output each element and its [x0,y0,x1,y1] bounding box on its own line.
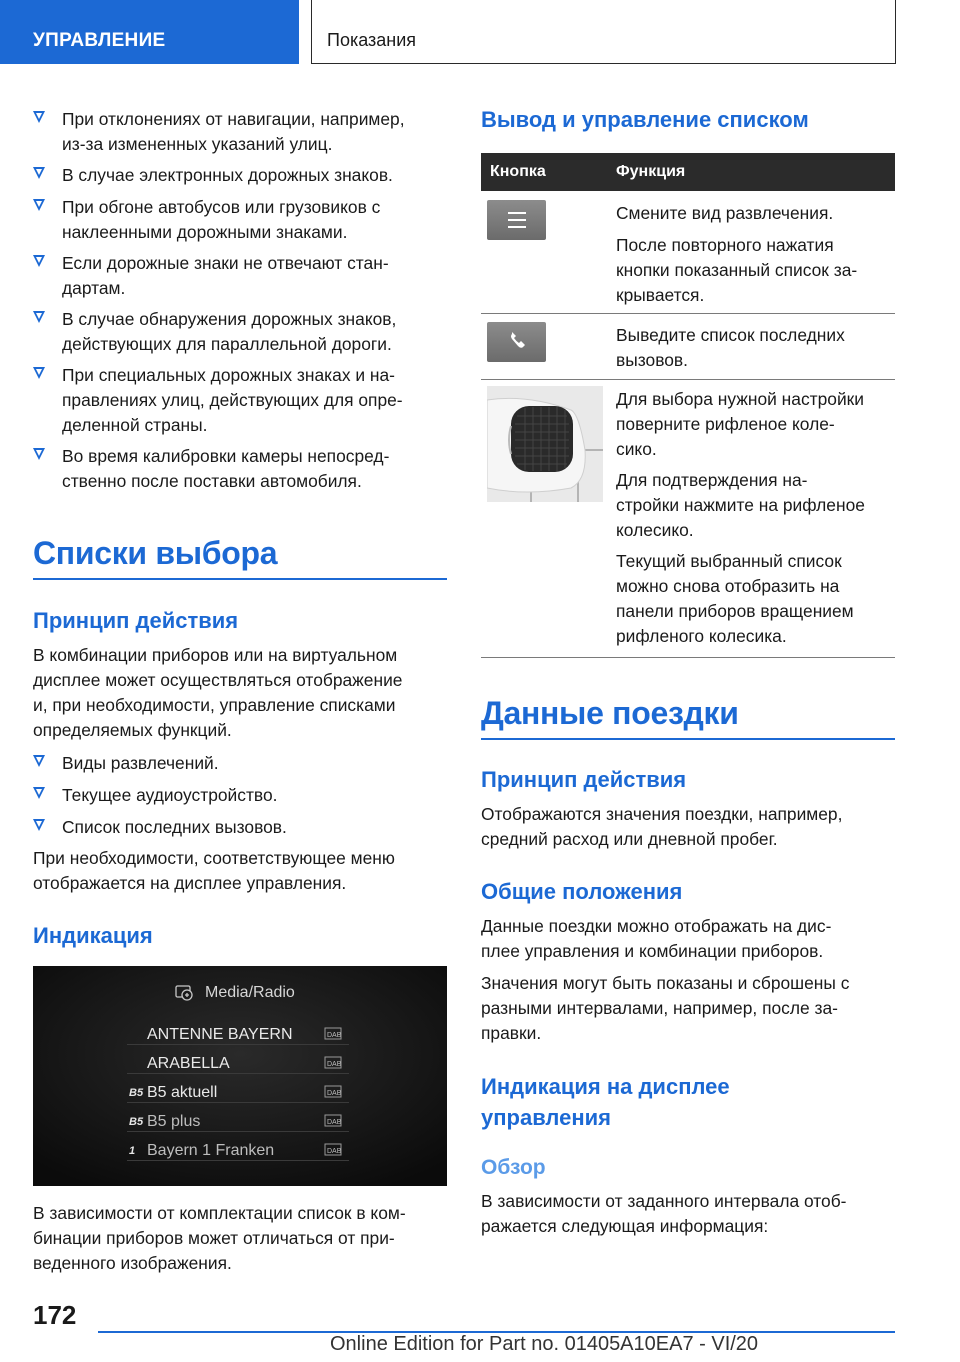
station-name: Bayern 1 Franken [147,1142,275,1159]
section-title: УПРАВЛЕНИЕ [33,30,166,51]
heading-principle: Принцип действия [33,608,239,633]
triangle-bullet-icon [33,111,45,123]
triangle-bullet-icon [33,199,45,211]
heading-trip-data: Данные поездки [481,695,739,731]
station-logo: B5 [129,1087,144,1099]
heading-list-output: Вывод и управление списком [481,107,809,132]
phone-icon [487,322,546,362]
dab-badge-label: DAB [327,1148,342,1155]
table-cell-function: Выведите список последних вызовов. [616,325,845,370]
chapter-title: Показания [327,30,417,50]
screen-title: Media/Radio [205,984,295,1001]
bullet-item: При обгоне автобусов или грузовиков с наклеенными дорожными знаками. [33,195,447,245]
edition-note: Online Edition for Part no. 01405A10EA7 - VI/20 [330,1333,759,1355]
table-cell-function: Для выбора нужной настройки поверните рифленое коле- сико. [616,389,864,459]
dab-badge-label: DAB [327,1090,342,1097]
heading-general: Общие положения [481,879,683,904]
table-cell-function: Для подтверждения на- стройки нажмите на рифленое колесико. [616,470,865,540]
screen-caption: В зависимости от комплектации список в ком- бинации приборов может отличаться от при- веденного изображения. [33,1203,406,1273]
overview-paragraph: В зависимости от заданного интервала отоб- ражается следующая информация: [481,1191,847,1236]
trip-principle-paragraph: Отображаются значения поездки, например, средний расход или дневной пробег. [481,804,843,849]
table-row-divider [481,657,895,658]
list-button-image [487,200,546,240]
heading-rule [33,578,447,580]
column-header-function: Функция [616,163,686,180]
station-logo: B5 [129,1116,144,1128]
heading-control-display: Индикация на дисплее управления [481,1074,730,1130]
station-name: B5 aktuell [147,1084,218,1101]
triangle-bullet-icon [33,755,45,767]
page-number: 172 [33,1300,77,1330]
triangle-bullet-icon [33,448,45,460]
media-list-screen [33,966,447,1186]
cluster-screen-image [33,966,447,1186]
dab-badge-label: DAB [327,1032,342,1039]
dab-badge-label: DAB [327,1119,342,1126]
station-logo: 1 [129,1145,136,1157]
dab-badge-label: DAB [327,1061,342,1068]
bullet-item: В случае электронных дорожных знаков. [33,163,447,188]
thumbwheel-icon [487,386,603,502]
bullet-item: Если дорожные знаки не отвечают стан- дартам. [33,251,447,301]
heading-selection-lists: Списки выбора [33,535,278,571]
station-name: B5 plus [147,1113,201,1130]
heading-rule [481,738,895,740]
table-row-divider [481,379,895,380]
table-cell-function: Смените вид развлечения. [616,203,834,223]
triangle-bullet-icon [33,311,45,323]
table-header [481,153,895,191]
heading-display: Индикация [33,923,153,948]
station-name: ARABELLA [147,1055,230,1072]
thumbwheel-image [487,386,603,502]
triangle-bullet-icon [33,367,45,379]
heading-principle: Принцип действия [481,767,687,792]
column-header-button: Кнопка [490,163,546,180]
bullet-item: Текущее аудиоустройство. [33,783,447,808]
bullet-item: При специальных дорожных знаках и на- правлениях улиц, действующих для опре- деленной страны. [33,363,447,438]
phone-button-image [487,322,546,362]
general-paragraph: Значения могут быть показаны и сброшены с разными интервалами, например, после за- правки. [481,973,850,1043]
list-icon [487,200,546,240]
bullet-item: В случае обнаружения дорожных знаков, действующих для параллельной дороги. [33,307,447,357]
bullet-item: Во время калибровки камеры непосред- ственно после поставки автомобиля. [33,444,447,494]
section-tab [0,0,299,64]
table-cell-function: После повторного нажатия кнопки показанный список за- крывается. [616,235,858,305]
bullet-item: Виды развлечений. [33,751,447,776]
triangle-bullet-icon [33,255,45,267]
chapter-tab [311,0,896,64]
table-cell-function: Текущий выбранный список можно снова отобразить на панели приборов вращением рифленого колесика. [616,551,854,646]
triangle-bullet-icon [33,167,45,179]
menu-note-paragraph: При необходимости, соответствующее меню отображается на дисплее управления. [33,848,395,893]
heading-overview: Обзор [481,1156,546,1179]
station-name: ANTENNE BAYERN [147,1026,293,1043]
triangle-bullet-icon [33,819,45,831]
bullet-item: При отклонениях от навигации, например, из-за измененных указаний улиц. [33,107,447,157]
bullet-item: Список последних вызовов. [33,815,447,840]
table-row-divider [481,313,895,314]
triangle-bullet-icon [33,787,45,799]
general-paragraph: Данные поездки можно отображать на дис- плее управления и комбинации приборов. [481,916,832,961]
principle-paragraph: В комбинации приборов или на виртуальном дисплее может осуществляться отображение и, при необходимости, управление списками определяемых функций. [33,645,403,740]
